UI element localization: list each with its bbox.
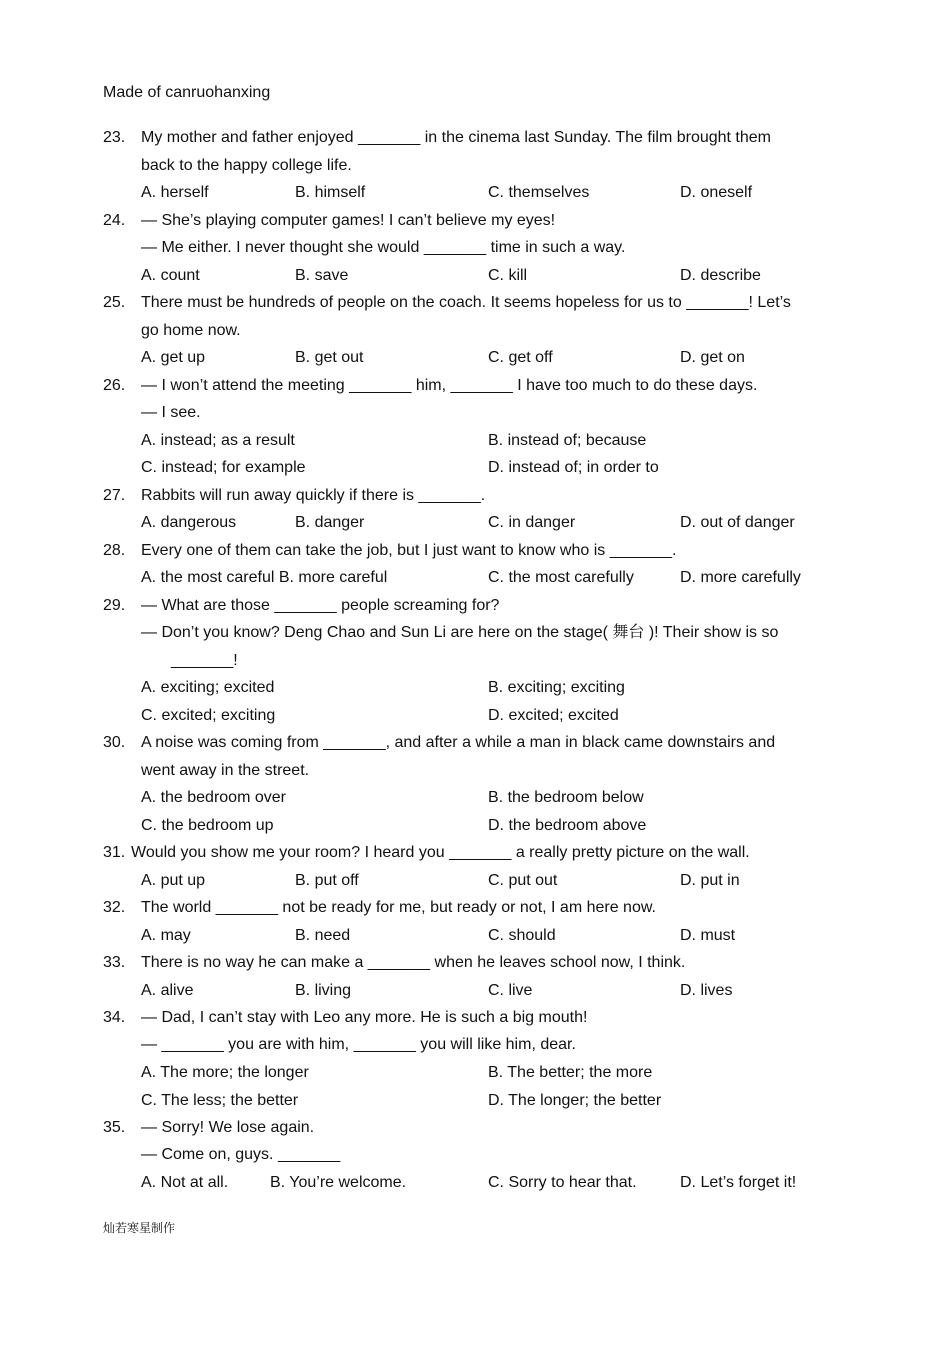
question-number: 30. (103, 734, 126, 751)
option-b: B. exciting; exciting (488, 679, 625, 696)
question-text: — She’s playing computer games! I can’t believe my eyes! (141, 212, 556, 229)
option-d: D. oneself (680, 184, 753, 201)
option-a: A. herself (141, 184, 209, 201)
option-d: D. describe (680, 267, 761, 284)
question-text: Would you show me your room? I heard you _______ a really pretty picture on the wall. (131, 844, 750, 861)
question-text: back to the happy college life. (141, 157, 352, 174)
option-d: D. put in (680, 872, 740, 889)
option-a: A. Not at all. (141, 1174, 229, 1191)
option-a: A. count (141, 267, 200, 284)
question-text: — I won’t attend the meeting _______ him, _______ I have too much to do these days. (141, 377, 758, 394)
question-text: _______! (171, 652, 238, 669)
option-a: A. The more; the longer (141, 1064, 309, 1081)
option-b: B. The better; the more (488, 1064, 653, 1081)
option-d: D. The longer; the better (488, 1092, 662, 1109)
option-d: D. excited; excited (488, 707, 619, 724)
option-b: B. save (295, 267, 349, 284)
option-a: A. get up (141, 349, 206, 366)
question-number: 26. (103, 377, 126, 394)
question-number: 28. (103, 542, 126, 559)
option-c: C. the most carefully (488, 569, 634, 586)
option-a: A. dangerous (141, 514, 237, 531)
option-b: B. instead of; because (488, 432, 647, 449)
question-text: went away in the street. (141, 762, 310, 779)
question-number: 27. (103, 487, 126, 504)
question-text: — Me either. I never thought she would _______ time in such a way. (141, 239, 626, 256)
question-text: — Sorry! We lose again. (141, 1119, 315, 1136)
option-a: A. may (141, 927, 191, 944)
option-a: A. instead; as a result (141, 432, 295, 449)
option-c: C. instead; for example (141, 459, 306, 476)
question-text: Every one of them can take the job, but I just want to know who is _______. (141, 542, 677, 559)
option-a: A. alive (141, 982, 194, 999)
option-a: A. put up (141, 872, 206, 889)
option-d: D. Let’s forget it! (680, 1174, 797, 1191)
question-number: 35. (103, 1119, 126, 1136)
option-d: D. get on (680, 349, 745, 366)
option-b: B. You’re welcome. (270, 1174, 407, 1191)
option-b: B. need (295, 927, 351, 944)
question-text: — Come on, guys. _______ (141, 1146, 341, 1163)
question-number: 24. (103, 212, 126, 229)
option-c: C. themselves (488, 184, 590, 201)
question-text: Rabbits will run away quickly if there is _______. (141, 487, 486, 504)
question-number: 23. (103, 129, 126, 146)
question-text: There is no way he can make a _______ when he leaves school now, I think. (141, 954, 686, 971)
option-c: C. the bedroom up (141, 817, 274, 834)
option-c: C. excited; exciting (141, 707, 276, 724)
page-footer: 灿若寒星制作 (103, 1221, 176, 1235)
option-c: C. live (488, 982, 533, 999)
question-text: go home now. (141, 322, 241, 339)
question-number: 34. (103, 1009, 126, 1026)
question-number: 33. (103, 954, 126, 971)
option-d: D. the bedroom above (488, 817, 647, 834)
page-header: Made of canruohanxing (103, 84, 271, 101)
option-b: B. himself (295, 184, 366, 201)
option-d: D. instead of; in order to (488, 459, 659, 476)
question-text: — Don’t you know? Deng Chao and Sun Li are here on the stage( 舞台 )! Their show is so (141, 624, 779, 641)
question-number: 29. (103, 597, 126, 614)
option-c: C. in danger (488, 514, 576, 531)
question-text: — Dad, I can’t stay with Leo any more. He is such a big mouth! (141, 1009, 588, 1026)
option-b: B. living (295, 982, 352, 999)
question-text: The world _______ not be ready for me, but ready or not, I am here now. (141, 899, 656, 916)
option-a-b: A. the most careful B. more careful (141, 569, 388, 586)
option-a: A. the bedroom over (141, 789, 286, 806)
option-c: C. Sorry to hear that. (488, 1174, 637, 1191)
question-text: — I see. (141, 404, 201, 421)
option-b: B. danger (295, 514, 365, 531)
option-b: B. get out (295, 349, 364, 366)
option-d: D. lives (680, 982, 733, 999)
question-text: My mother and father enjoyed _______ in the cinema last Sunday. The film brought them (141, 129, 771, 146)
question-text: There must be hundreds of people on the coach. It seems hopeless for us to _______! Let’s (141, 294, 791, 311)
option-a: A. exciting; excited (141, 679, 275, 696)
option-c: C. should (488, 927, 556, 944)
option-d: D. out of danger (680, 514, 795, 531)
option-c: C. The less; the better (141, 1092, 299, 1109)
option-c: C. kill (488, 267, 528, 284)
question-number: 25. (103, 294, 126, 311)
option-b: B. the bedroom below (488, 789, 644, 806)
option-c: C. put out (488, 872, 558, 889)
option-d: D. more carefully (680, 569, 801, 586)
question-text: — _______ you are with him, _______ you will like him, dear. (141, 1036, 576, 1053)
option-b: B. put off (295, 872, 359, 889)
option-d: D. must (680, 927, 736, 944)
question-text: — What are those _______ people screaming for? (141, 597, 500, 614)
option-c: C. get off (488, 349, 553, 366)
question-text: A noise was coming from _______, and after a while a man in black came downstairs and (141, 734, 776, 751)
question-number: 31. (103, 844, 126, 861)
question-number: 32. (103, 899, 126, 916)
